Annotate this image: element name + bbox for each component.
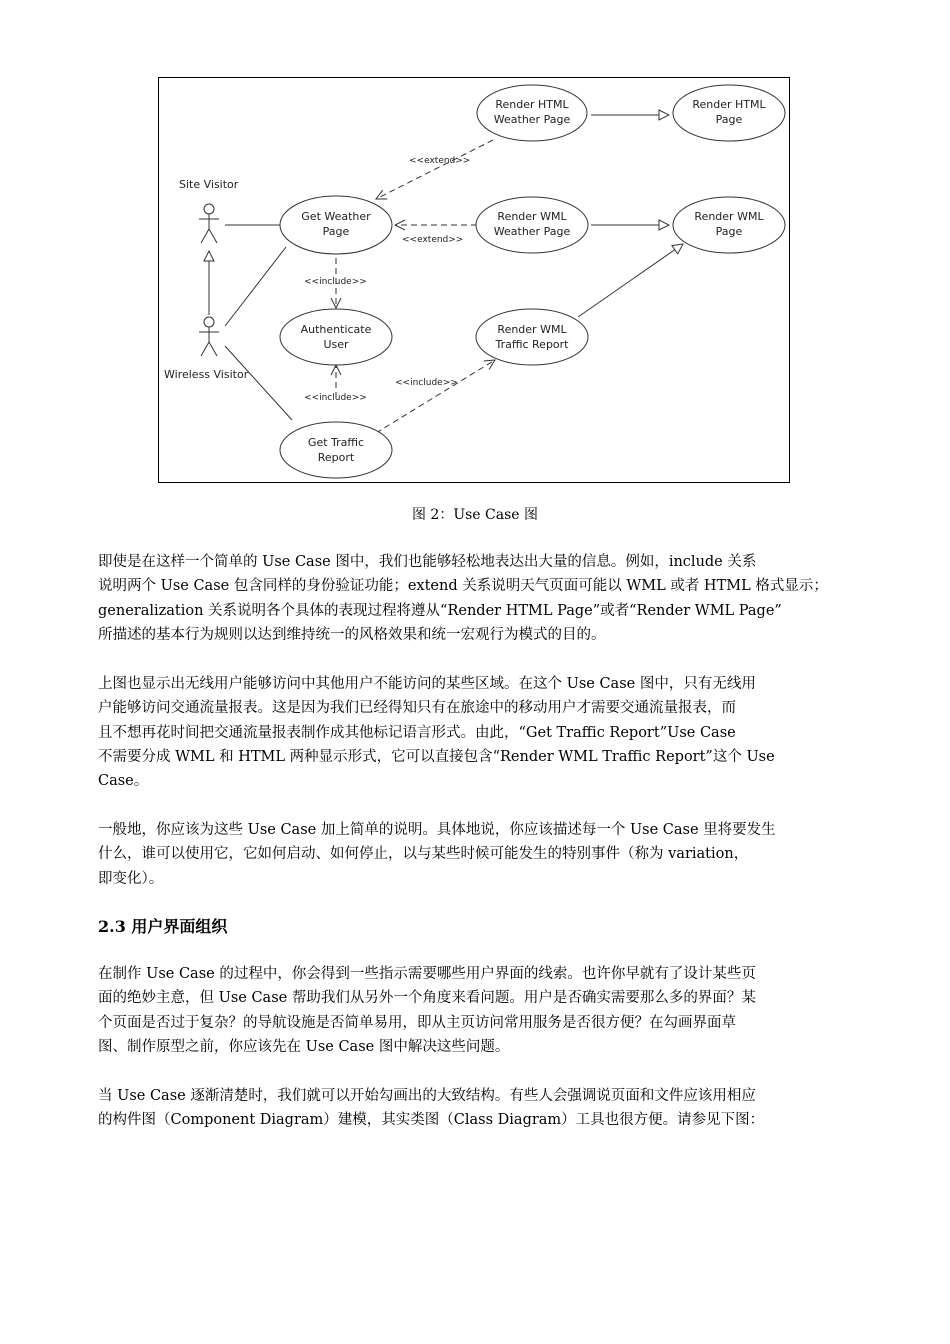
render-html-weather-line1: Render HTML [495,98,569,111]
figure-caption: 图 2：Use Case 图 [411,507,539,523]
extend-html-to-get-weather [376,140,493,199]
paragraph-2-line-5: Case。 [98,773,149,790]
use-case-diagram [158,77,790,483]
include-label-right: <<include>> [395,378,458,388]
render-wml-traffic-line2: Traffic Report [495,338,569,351]
paragraph-4-line-1: 在制作 Use Case 的过程中，你会得到一些指示需要哪些用户界面的线索。也许你早就有了设计某些页 [98,966,756,982]
paragraph-2-line-1: 上图也显示出无线用户能够访问中其他用户不能访问的某些区域。在这个 Use Case 图中，只有无线用 [98,676,756,692]
usecase-render-wml-traffic [476,309,588,365]
paragraph-3-line-1: 一般地，你应该为这些 Use Case 加上简单的说明。具体地说，你应该描述每一个 Use Case 里将要发生 [98,822,776,838]
paragraph-5 [98,1084,878,1133]
authenticate-user-line1: Authenticate [300,323,372,336]
render-wml-weather-line1: Render WML [497,210,567,223]
paragraph-2 [98,672,878,793]
paragraph-1-line-1: 即使是在这样一个简单的 Use Case 图中，我们也能够轻松地表达出大量的信息。例如，include 关系 [98,554,757,570]
site-visitor-head-icon [204,204,214,214]
paragraph-4-line-4: 图、制作原型之前，你应该先在 Use Case 图中解决这些问题。 [98,1038,510,1055]
paragraph-1-line-3: generalization 关系说明各个具体的表现过程将遵从“Render HTML Page”或者“Render WML Page” [98,602,782,619]
get-traffic-report-line2: Report [317,451,355,464]
paragraph-1 [98,550,878,647]
association-wireless-get-traffic [225,346,292,420]
render-wml-weather-line2: Weather Page [493,225,571,238]
actor-wireless-visitor-label: Wireless Visitor [164,368,249,381]
paragraph-4 [98,962,878,1059]
authenticate-user-line2: User [323,338,349,351]
section-heading: 2.3 用户界面组织 [98,917,228,936]
usecase-get-traffic-report [280,422,392,478]
render-wml-page-line2: Page [715,225,743,238]
wireless-visitor-head-icon [204,317,214,327]
render-wml-traffic-line1: Render WML [497,323,567,336]
get-weather-page-line2: Page [322,225,350,238]
paragraph-5-line-1: 当 Use Case 逐渐清楚时，我们就可以开始勾画出的大致结构。有些人会强调说页面和文件应该用相应 [98,1088,756,1104]
paragraph-3 [98,818,878,891]
paragraph-5-line-2: 的构件图（Component Diagram）建模，其实类图（Class Diagram）工具也很方便。请参见下图： [98,1112,765,1129]
generalization-wml-traffic-wml-page [578,244,683,317]
actor-wireless-visitor [199,317,219,356]
paragraph-2-line-2: 户能够访问交通流量报表。这是因为我们已经得知只有在旅途中的移动用户才需要交通流量报表，而 [98,700,736,717]
paragraph-3-line-3: 即变化）。 [98,870,164,887]
paragraph-2-line-3: 且不想再花时间把交通流量报表制作成其他标记语言形式。由此，“Get Traffic Report”Use Case [98,724,736,741]
paragraph-3-line-2: 什么，谁可以使用它，它如何启动、如何停止，以与某些时候可能发生的特别事件（称为 variation， [98,846,749,863]
render-html-page-line2: Page [715,113,743,126]
paragraph-1-line-2: 说明两个 Use Case 包含同样的身份验证功能；extend 关系说明天气页面可能以 WML 或者 HTML 格式显示； [98,578,828,595]
association-wireless-get-weather [225,247,286,326]
render-html-weather-line2: Weather Page [493,113,571,126]
get-traffic-report-line1: Get Traffic [307,436,365,449]
include-label-lower: <<include>> [304,393,367,403]
include-get-traffic-render-traffic [376,360,495,433]
actor-site-visitor [199,204,219,243]
actor-site-visitor-label: Site Visitor [179,178,239,191]
get-weather-page-line1: Get Weather [301,210,371,223]
paragraph-1-line-4: 所描述的基本行为规则以达到维持统一的风格效果和统一宏观行为模式的目的。 [98,626,606,643]
paragraph-2-line-4: 不需要分成 WML 和 HTML 两种显示形式，它可以直接包含“Render WML Traffic Report”这个 Use [98,748,775,765]
usecase-authenticate-user [280,309,392,365]
extend-label-upper: <<extend>> [409,156,471,166]
render-wml-page-line1: Render WML [694,210,764,223]
render-html-page-line1: Render HTML [692,98,766,111]
extend-label-lower: <<extend>> [402,235,464,245]
paragraph-4-line-2: 面的绝妙主意，但 Use Case 帮助我们从另外一个角度来看问题。用户是否确实需要那么多的界面？某 [98,990,756,1007]
paragraph-4-line-3: 个页面是否过于复杂？的导航设施是否简单易用，即从主页访问常用服务是否很方便？在勾画界面草 [98,1014,736,1031]
include-label-upper: <<include>> [304,277,367,287]
use-case-diagram-svg [159,78,791,484]
